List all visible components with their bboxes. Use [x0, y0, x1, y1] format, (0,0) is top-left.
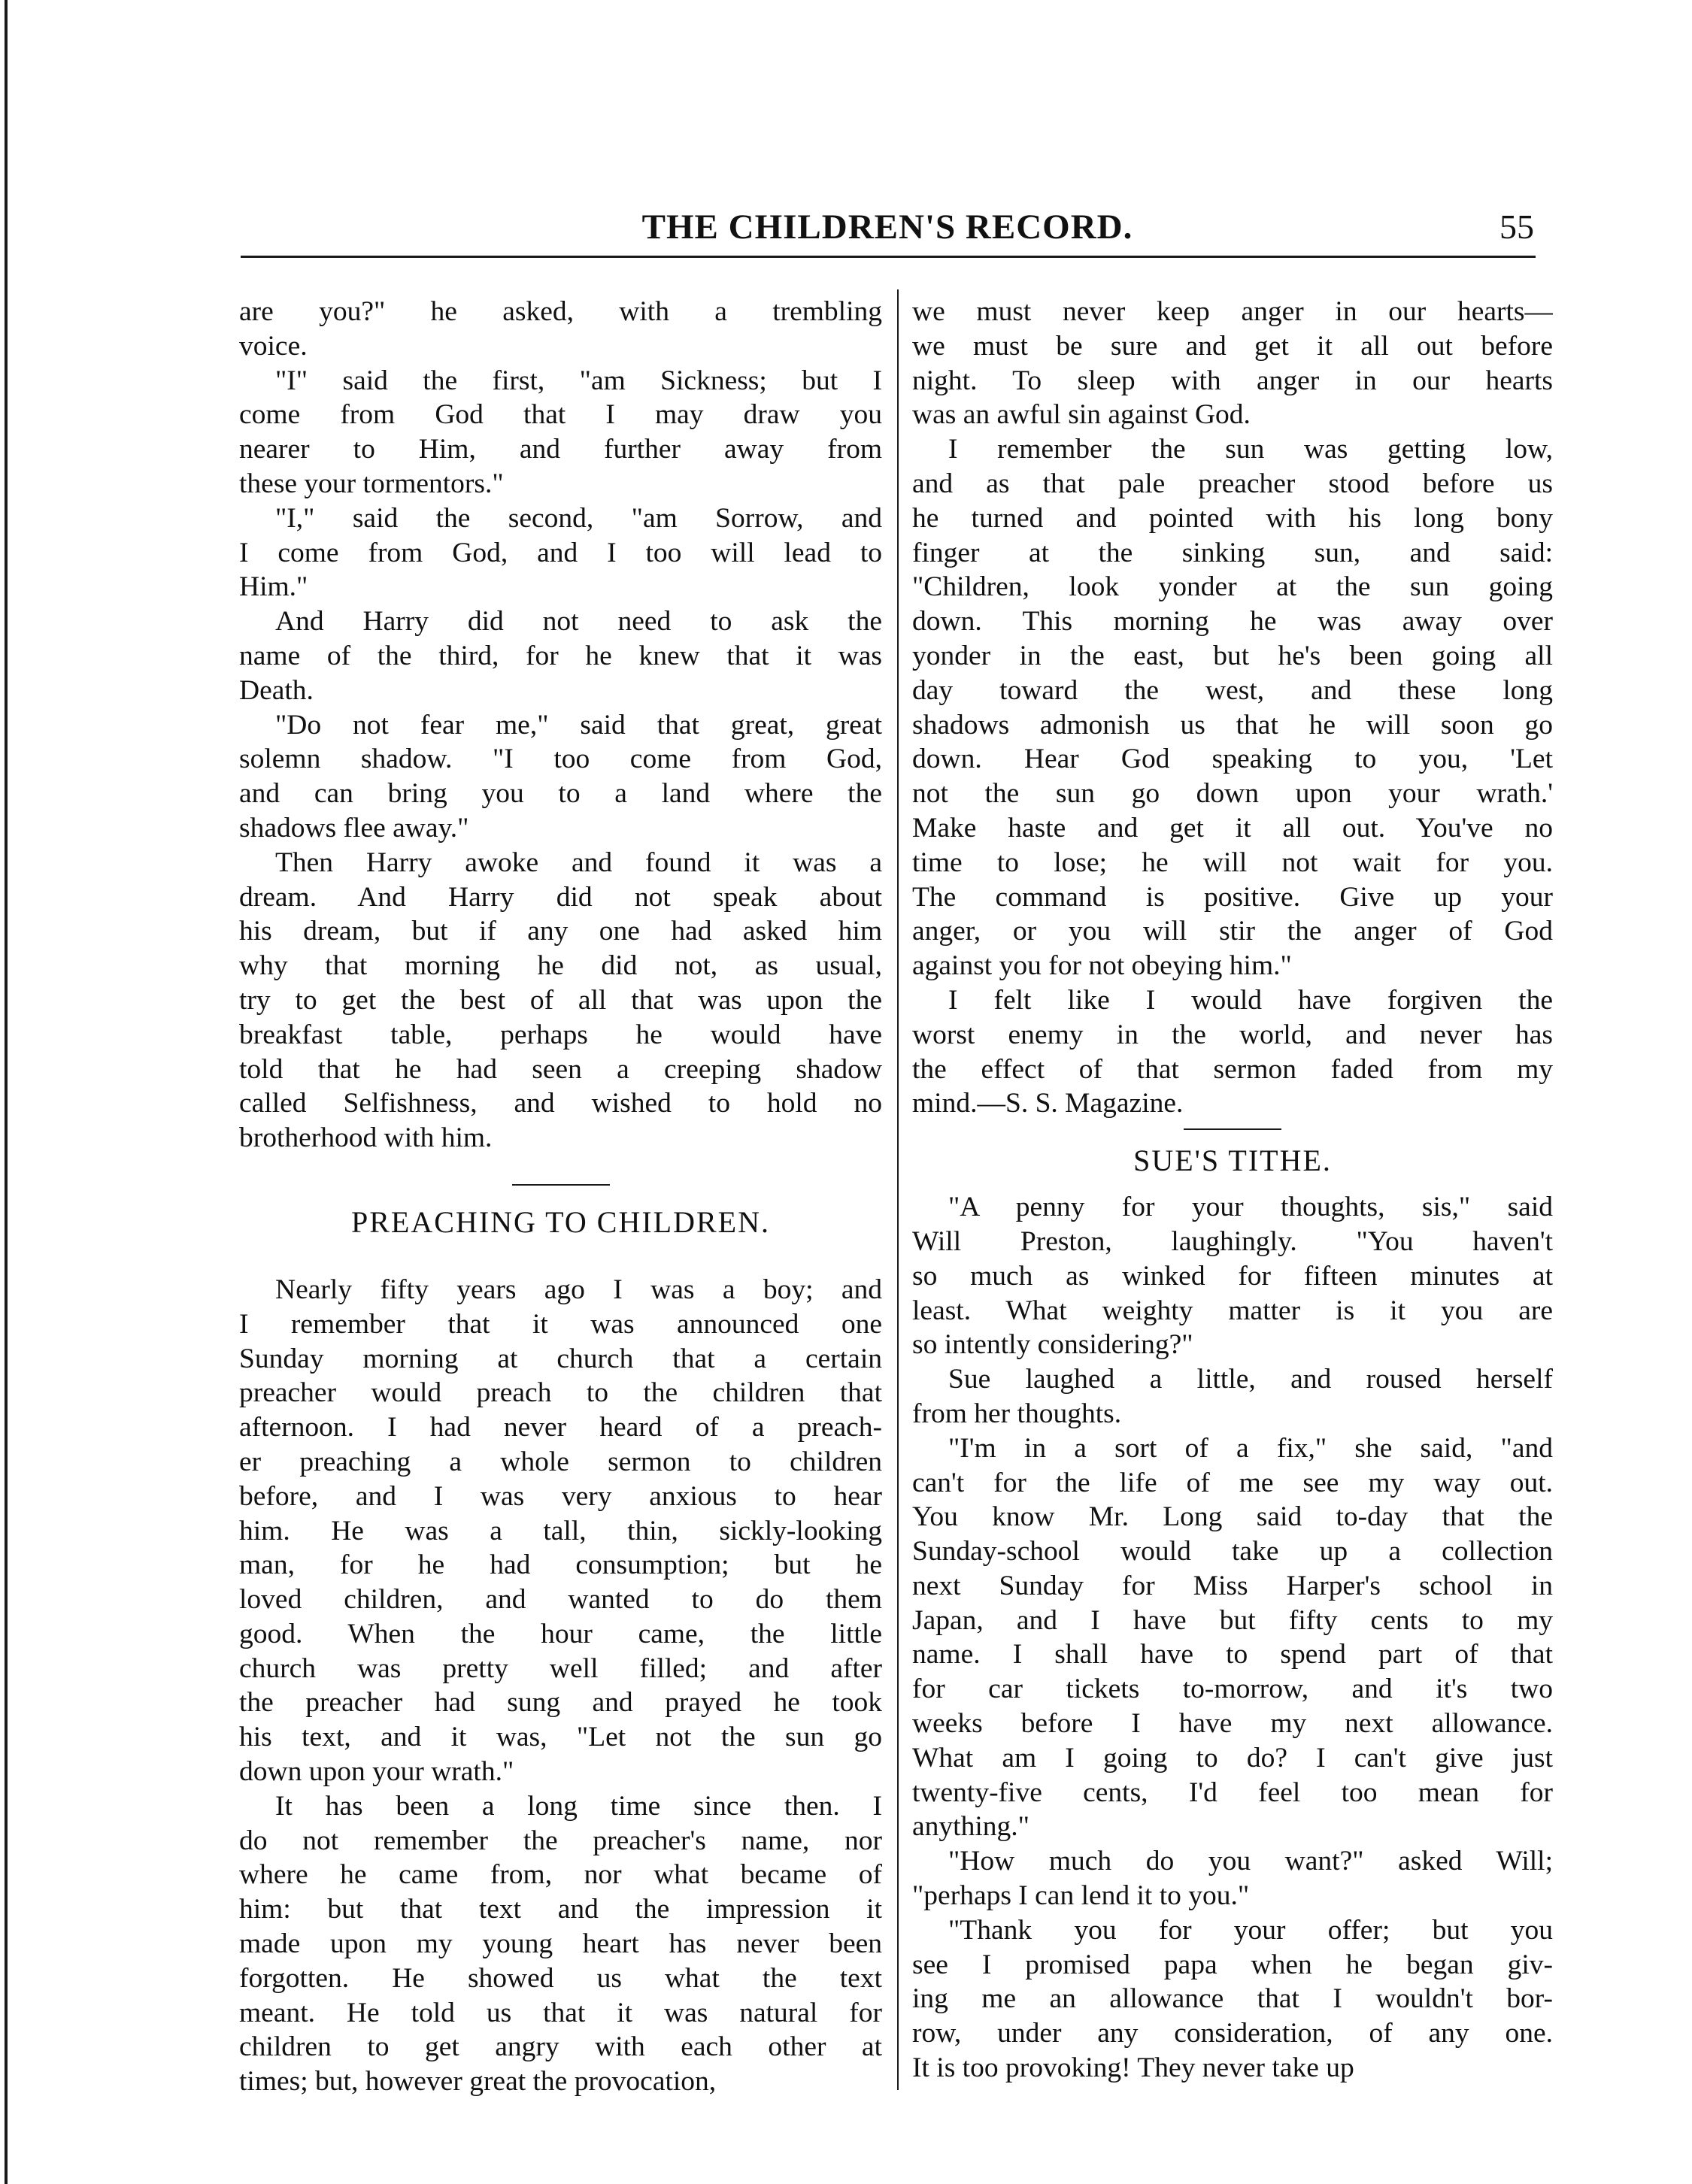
- text-line: row, under any consideration, of any one.: [912, 2018, 1553, 2049]
- text-line: down. This morning he was away over: [912, 606, 1553, 638]
- text-line: afternoon. I had never heard of a preach-: [239, 1412, 882, 1443]
- text-line: come from God that I may draw you: [239, 399, 882, 431]
- text-line: man, for he had consumption; but he: [239, 1549, 882, 1581]
- text-line: preacher would preach to the children that: [239, 1377, 882, 1409]
- text-line: I come from God, and I too will lead to: [239, 537, 882, 568]
- text-line: from her thoughts.: [912, 1398, 1122, 1429]
- text-line: before, and I was very anxious to hear: [239, 1480, 882, 1512]
- text-line: "Thank you for your offer; but you: [948, 1914, 1553, 1946]
- text-line: Then Harry awoke and found it was a: [275, 847, 882, 878]
- text-line: "A penny for your thoughts, sis," said: [948, 1192, 1553, 1223]
- text-line: er preaching a whole sermon to children: [239, 1446, 882, 1477]
- text-line: times; but, however great the provocation,: [239, 2066, 717, 2098]
- text-line: why that morning he did not, as usual,: [239, 950, 882, 982]
- text-line: anything.": [912, 1811, 1029, 1843]
- text-line: his dream, but if any one had asked him: [239, 916, 882, 947]
- text-line: shadows flee away.": [239, 812, 469, 844]
- text-line: good. When the hour came, the little: [239, 1618, 882, 1649]
- text-line: yonder in the east, but he's been going all: [912, 640, 1553, 671]
- text-line: so intently considering?": [912, 1329, 1193, 1361]
- article-body: [239, 1273, 882, 2099]
- text-line: "I" said the first, "am Sickness; but I: [275, 365, 882, 396]
- text-line: I remember the sun was getting low,: [948, 434, 1553, 465]
- journal-title: THE CHILDREN'S RECORD.: [641, 207, 1133, 247]
- text-line: so much as winked for fifteen minutes at: [912, 1260, 1553, 1292]
- text-line: for car tickets to-morrow, and it's two: [912, 1674, 1553, 1705]
- second-article-title: SUE'S TITHE.: [1133, 1143, 1332, 1178]
- text-line: the effect of that sermon faded from my: [912, 1053, 1553, 1085]
- text-line: The command is positive. Give up your: [912, 881, 1553, 913]
- text-line: Make haste and get it all out. You've no: [912, 812, 1553, 844]
- text-line: finger at the sinking sun, and said:: [912, 537, 1553, 568]
- text-line: You know Mr. Long said to-day that the: [912, 1501, 1553, 1533]
- column-divider: [897, 289, 899, 2090]
- text-line: night. To sleep with anger in our hearts: [912, 365, 1553, 396]
- text-line: can't for the life of me see my way out.: [912, 1467, 1553, 1498]
- text-line: try to get the best of all that was upon the: [239, 984, 882, 1016]
- text-line: nearer to Him, and further away from: [239, 434, 882, 465]
- text-line: next Sunday for Miss Harper's school in: [912, 1570, 1553, 1601]
- second-article-body: [912, 1190, 1553, 2086]
- text-line: dream. And Harry did not speak about: [239, 881, 882, 913]
- text-line: twenty-five cents, I'd feel too mean for: [912, 1777, 1553, 1808]
- text-line: not the sun go down upon your wrath.': [912, 778, 1553, 810]
- text-line: time to lose; he will not wait for you.: [912, 847, 1553, 878]
- text-line: loved children, and wanted to do them: [239, 1584, 882, 1616]
- text-line: these your tormentors.": [239, 468, 504, 499]
- text-line: "I'm in a sort of a fix," she said, "and: [948, 1432, 1553, 1464]
- text-line: I felt like I would have forgiven the: [948, 984, 1553, 1016]
- text-line: Sunday morning at church that a certain: [239, 1343, 882, 1374]
- text-line: meant. He told us that it was natural for: [239, 1997, 882, 2028]
- text-line: shadows admonish us that he will soon go: [912, 709, 1553, 741]
- right-column: [912, 295, 1553, 2086]
- text-line: "Children, look yonder at the sun going: [912, 571, 1553, 603]
- text-line: day toward the west, and these long: [912, 674, 1553, 706]
- text-line: weeks before I have my next allowance.: [912, 1708, 1553, 1740]
- text-line: "perhaps I can lend it to you.": [912, 1880, 1250, 1912]
- text-line: solemn shadow. "I too come from God,: [239, 744, 882, 775]
- text-line: anger, or you will stir the anger of God: [912, 916, 1553, 947]
- text-line: ing me an allowance that I wouldn't bor-: [912, 1983, 1553, 2015]
- text-line: are you?" he asked, with a trembling: [239, 296, 882, 327]
- text-line: down upon your wrath.": [239, 1756, 514, 1788]
- text-line: see I promised papa when he began giv-: [912, 1949, 1553, 1980]
- text-line: I remember that it was announced one: [239, 1308, 882, 1340]
- text-line: worst enemy in the world, and never has: [912, 1019, 1553, 1050]
- text-line: we must never keep anger in our hearts—: [912, 296, 1553, 327]
- text-line: children to get angry with each other at: [239, 2031, 882, 2063]
- text-line: forgotten. He showed us what the text: [239, 1962, 882, 1994]
- text-line: least. What weighty matter is it you are: [912, 1295, 1553, 1326]
- text-line: church was pretty well filled; and after: [239, 1652, 882, 1684]
- text-line: where he came from, nor what became of: [239, 1859, 882, 1891]
- scan-page-edge: [5, 0, 8, 2184]
- text-line: told that he had seen a creeping shadow: [239, 1053, 882, 1085]
- text-line: name of the third, for he knew that it was: [239, 640, 882, 671]
- text-line: breakfast table, perhaps he would have: [239, 1019, 882, 1050]
- text-line: called Selfishness, and wished to hold no: [239, 1088, 882, 1119]
- text-line: "Do not fear me," said that great, great: [275, 709, 882, 741]
- text-line: name. I shall have to spend part of that: [912, 1639, 1553, 1671]
- text-line: Him.": [239, 571, 308, 603]
- header-rule: [241, 256, 1536, 258]
- text-line: voice.: [239, 330, 308, 362]
- page-header: [241, 204, 1534, 250]
- text-line: Death.: [239, 674, 314, 706]
- text-line: we must be sure and get it all out before: [912, 330, 1553, 362]
- text-line: It has been a long time since then. I: [275, 1790, 882, 1822]
- text-line: Will Preston, laughingly. "You haven't: [912, 1225, 1553, 1257]
- text-line: the preacher had sung and prayed he took: [239, 1687, 882, 1719]
- story-continuation: [239, 295, 882, 1156]
- text-line: and as that pale preacher stood before us: [912, 468, 1553, 499]
- text-line: him. He was a tall, thin, sickly-looking: [239, 1515, 882, 1546]
- text-line: and can bring you to a land where the: [239, 778, 882, 810]
- text-line: Sunday-school would take up a collection: [912, 1536, 1553, 1568]
- text-line: brotherhood with him.: [239, 1122, 493, 1154]
- text-line: against you for not obeying him.": [912, 950, 1292, 982]
- text-line: Sue laughed a little, and roused herself: [948, 1364, 1553, 1395]
- text-line: him: but that text and the impression it: [239, 1894, 882, 1925]
- text-line: do not remember the preacher's name, nor: [239, 1825, 882, 1856]
- text-line: his text, and it was, "Let not the sun go: [239, 1722, 882, 1753]
- article-title: PREACHING TO CHILDREN.: [351, 1204, 770, 1239]
- page-number: 55: [1499, 207, 1534, 246]
- left-column: [239, 295, 882, 2099]
- text-line: What am I going to do? I can't give just: [912, 1742, 1553, 1774]
- text-line: he turned and pointed with his long bony: [912, 502, 1553, 534]
- text-line: made upon my young heart has never been: [239, 1928, 882, 1960]
- text-line: Nearly fifty years ago I was a boy; and: [275, 1274, 882, 1305]
- text-line: And Harry did not need to ask the: [275, 606, 882, 638]
- article-continuation: [912, 295, 1553, 1121]
- text-line: "How much do you want?" asked Will;: [948, 1846, 1553, 1877]
- text-line: was an awful sin against God.: [912, 399, 1251, 431]
- text-line: Japan, and I have but fifty cents to my: [912, 1604, 1553, 1636]
- text-line: mind.—S. S. Magazine.: [912, 1088, 1184, 1119]
- text-line: down. Hear God speaking to you, 'Let: [912, 744, 1553, 775]
- text-line: It is too provoking! They never take up: [912, 2052, 1354, 2084]
- text-line: "I," said the second, "am Sorrow, and: [275, 502, 882, 534]
